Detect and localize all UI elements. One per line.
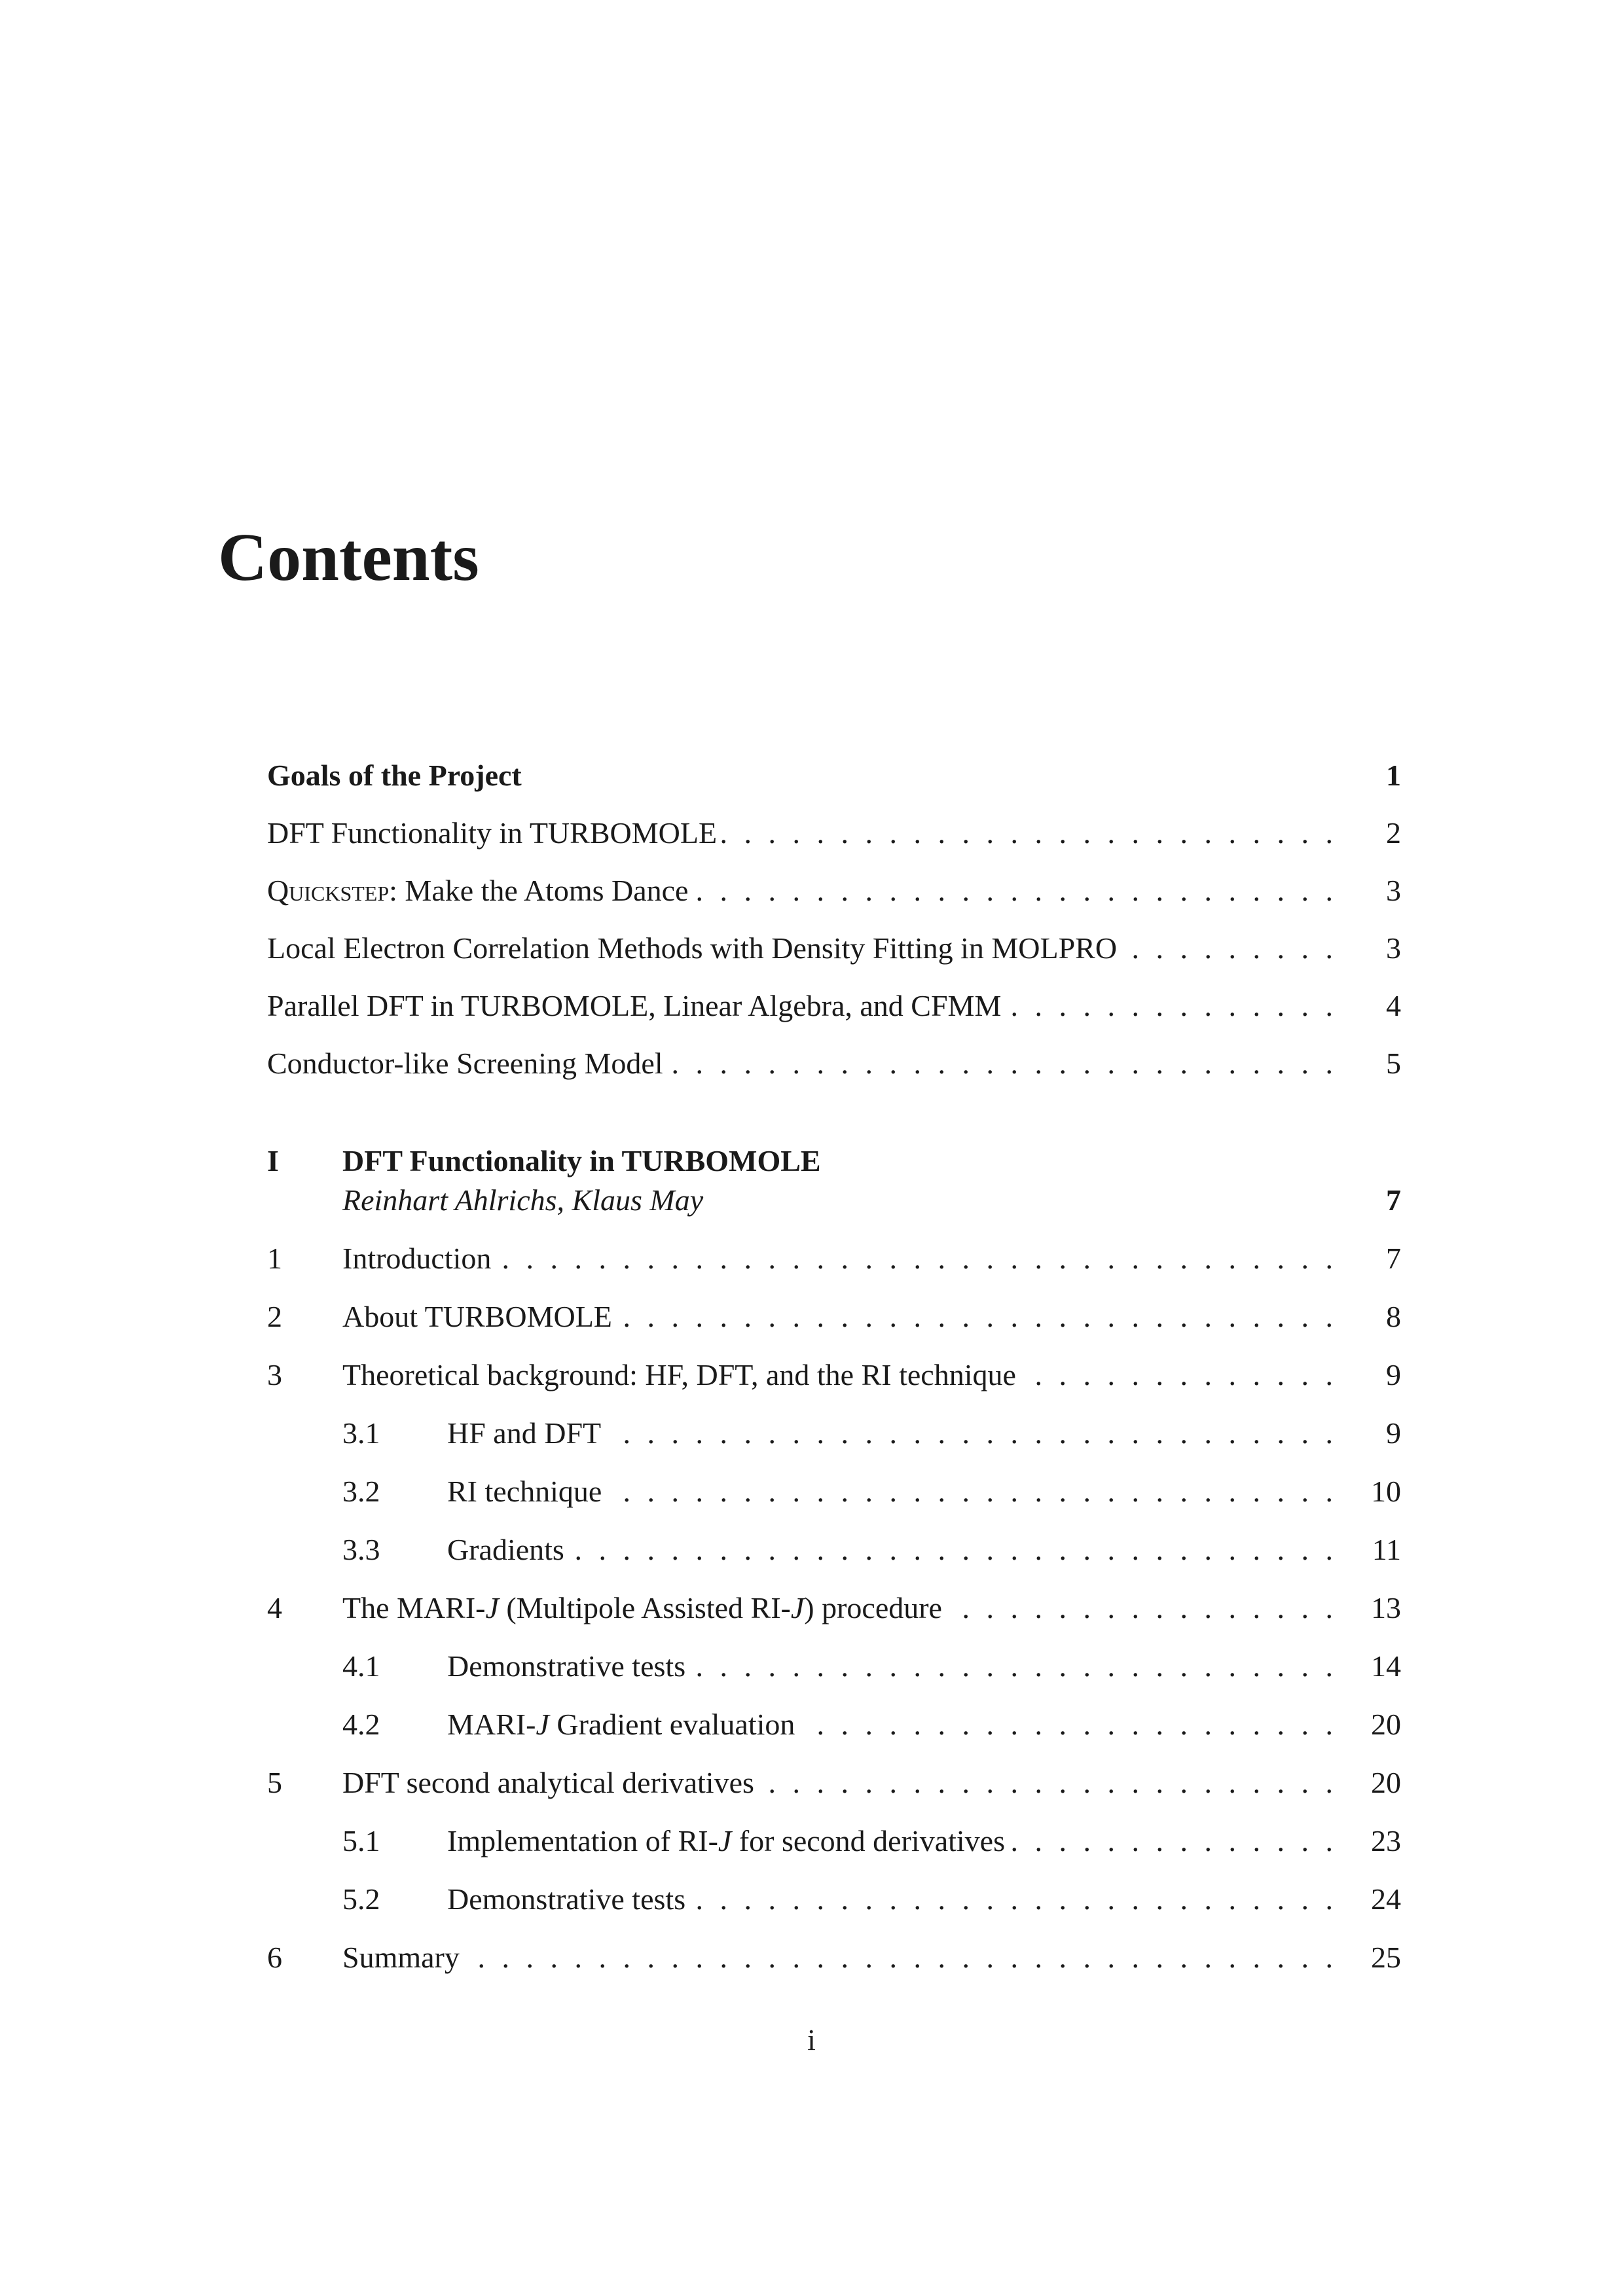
toc-entry[interactable]: [267, 1297, 1401, 1336]
toc-entry-number: 4: [267, 1591, 282, 1624]
toc-entry-number: 6: [267, 1941, 282, 1974]
toc-subentry[interactable]: [267, 1880, 1401, 1919]
dot-leader: [495, 1239, 1333, 1278]
toc-entry-title-part: Implementation of RI-: [447, 1824, 718, 1857]
dot-leader: [464, 1938, 1333, 1977]
toc-entry-page: 11: [1372, 1533, 1401, 1566]
toc-entry-number: 3: [267, 1358, 282, 1391]
dot-leader: [1005, 986, 1333, 1026]
toc-entry-page: 3: [1386, 874, 1401, 907]
toc-entry-number: 5: [267, 1766, 282, 1799]
toc-entry-page: 24: [1371, 1882, 1401, 1916]
toc-entry-title: Goals of the Project: [267, 759, 522, 792]
toc-entry-page: 13: [1371, 1591, 1401, 1624]
math-symbol: J: [790, 1591, 805, 1624]
toc-entry-page: 8: [1386, 1300, 1401, 1333]
dot-leader: [616, 1297, 1333, 1336]
toc-entry-number: 3.1: [342, 1416, 380, 1450]
toc-entry-title-part: for second derivatives: [731, 1824, 1005, 1857]
toc-entry[interactable]: [267, 1938, 1401, 1977]
toc-entry-local-electron[interactable]: [267, 929, 1401, 968]
toc-entry-page: 23: [1371, 1824, 1401, 1857]
dot-leader: [689, 1880, 1333, 1919]
toc-entry-page: 3: [1386, 931, 1401, 965]
toc-entry-page: 14: [1371, 1649, 1401, 1683]
dot-leader: [689, 1647, 1333, 1686]
dot-leader: [605, 1414, 1333, 1453]
dot-leader: [1009, 1821, 1333, 1861]
toc-entry-parallel-dft[interactable]: [267, 986, 1401, 1026]
toc-entry-cosmo[interactable]: [267, 1044, 1401, 1083]
dot-leader: [606, 1472, 1333, 1511]
toc-entry-number: 1: [267, 1242, 282, 1275]
toc-entry-page: 20: [1371, 1766, 1401, 1799]
dot-leader: [667, 1044, 1333, 1083]
toc-entry-number: 4.2: [342, 1708, 380, 1741]
toc-entry-page: 20: [1371, 1708, 1401, 1741]
toc-entry-title-part: The MARI-: [342, 1591, 486, 1624]
math-symbol: J: [536, 1708, 549, 1741]
toc-entry-page: 2: [1386, 816, 1401, 850]
toc-entry-quickstep[interactable]: [267, 871, 1401, 910]
math-symbol: J: [718, 1824, 732, 1857]
toc-entry-title: Local Electron Correlation Methods with Density Fitting in MOLPRO: [267, 931, 1118, 965]
toc-part-title: DFT Functionality in TURBOMOLE: [342, 1144, 821, 1177]
toc-entry-number: 2: [267, 1300, 282, 1333]
toc-entry-title: Theoretical background: HF, DFT, and the RI technique: [342, 1358, 1016, 1391]
toc-entry[interactable]: [267, 1763, 1401, 1803]
page-title: Contents: [218, 520, 479, 595]
toc-entry-number: 3.2: [342, 1475, 380, 1508]
toc-entry[interactable]: [267, 1239, 1401, 1278]
toc-entry-title-rest: : Make the Atoms Dance: [389, 874, 689, 907]
toc-part-heading[interactable]: [267, 1141, 1401, 1181]
toc-entry-page: 9: [1386, 1416, 1401, 1450]
toc-subentry[interactable]: [267, 1530, 1401, 1570]
toc-entry-dft-turbomole[interactable]: [267, 814, 1401, 853]
toc-entry-number: 3.3: [342, 1533, 380, 1566]
toc-part-authors-row: [342, 1181, 1401, 1220]
toc-entry[interactable]: [267, 1355, 1401, 1395]
toc-entry-title: [447, 1821, 1005, 1861]
toc-entry-title: DFT second analytical derivatives: [342, 1766, 754, 1799]
toc-entry-title: Summary: [342, 1941, 460, 1974]
toc-entry-title: Conductor-like Screening Model: [267, 1047, 663, 1080]
toc-subentry[interactable]: [267, 1821, 1401, 1861]
toc-part-number: I: [267, 1144, 279, 1177]
toc-subentry[interactable]: [267, 1414, 1401, 1453]
toc-entry-title-part: ) procedure: [804, 1591, 942, 1624]
toc-entry-page: 9: [1386, 1358, 1401, 1391]
dot-leader: [1020, 1355, 1333, 1395]
dot-leader: [568, 1530, 1333, 1570]
toc-subentry[interactable]: [267, 1647, 1401, 1686]
toc-entry-page: 7: [1386, 1242, 1401, 1275]
toc-entry-number: 5.2: [342, 1882, 380, 1916]
toc-entry-title: Introduction: [342, 1242, 492, 1275]
toc-entry-title: [342, 1588, 942, 1628]
toc-subentry[interactable]: [267, 1705, 1401, 1744]
toc-entry-page: 1: [1386, 759, 1401, 792]
toc-entry-title: [267, 871, 688, 910]
toc-entry-title: [447, 1705, 795, 1744]
dot-leader: [799, 1705, 1333, 1744]
math-symbol: J: [485, 1591, 499, 1624]
toc-entry-title: HF and DFT: [447, 1416, 602, 1450]
toc-entry-goals[interactable]: [267, 756, 1401, 795]
toc-subentry[interactable]: [267, 1472, 1401, 1511]
dot-leader: [1121, 929, 1333, 968]
toc-entry-title: RI technique: [447, 1475, 602, 1508]
toc-part-authors: Reinhart Ahlrichs, Klaus May: [342, 1183, 704, 1217]
toc-entry-title-part: (Multipole Assisted RI-: [498, 1591, 791, 1624]
toc-entry-title: About TURBOMOLE: [342, 1300, 612, 1333]
toc-part-page: 7: [1386, 1183, 1401, 1217]
page-number: i: [807, 2023, 816, 2056]
dot-leader: [758, 1763, 1333, 1803]
toc-entry-title-part: MARI-: [447, 1708, 536, 1741]
toc-entry-title: DFT Functionality in TURBOMOLE: [267, 816, 718, 850]
toc-entry-title-smallcaps: Quickstep: [267, 874, 390, 907]
toc-entry[interactable]: [267, 1588, 1401, 1628]
toc-entry-title: Demonstrative tests: [447, 1649, 686, 1683]
dot-leader: [946, 1588, 1333, 1628]
toc-entry-title: Gradients: [447, 1533, 564, 1566]
toc-entry-page: 4: [1386, 989, 1401, 1022]
toc-entry-number: 5.1: [342, 1824, 380, 1857]
toc-entry-page: 25: [1371, 1941, 1401, 1974]
toc-entry-page: 10: [1371, 1475, 1401, 1508]
dot-leader: [692, 871, 1333, 910]
toc-entry-title: Demonstrative tests: [447, 1882, 686, 1916]
toc-entry-title-part: Gradient evaluation: [549, 1708, 795, 1741]
toc-entry-page: 5: [1386, 1047, 1401, 1080]
dot-leader: [721, 814, 1333, 853]
toc-entry-number: 4.1: [342, 1649, 380, 1683]
toc-entry-title: Parallel DFT in TURBOMOLE, Linear Algebra, and CFMM: [267, 989, 1002, 1022]
